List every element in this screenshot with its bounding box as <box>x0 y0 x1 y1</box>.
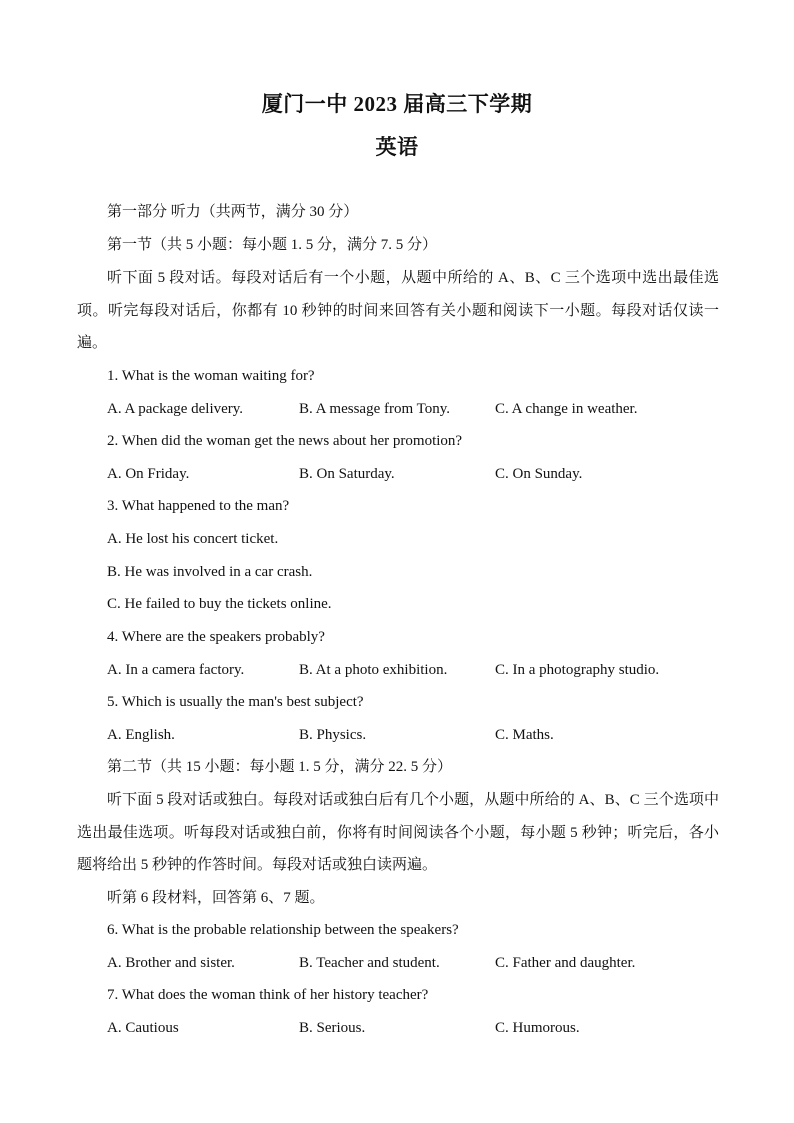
section1-instructions: 听下面 5 段对话。每段对话后有一个小题，从题中所给的 A、B、C 三个选项中选出最佳选项。听完每段对话后，你都有 10 秒钟的时间来回答有关小题和阅读下一小题。每段对话仅读一遍。 <box>77 270 719 352</box>
question-3-option-c: C. He failed to buy the tickets online. <box>107 596 332 612</box>
question-4-option-c: C. In a photography studio. <box>495 662 660 678</box>
question-5-option-a: A. English. <box>107 727 175 743</box>
question-2-option-b: B. On Saturday. <box>299 466 395 482</box>
question-5-option-b: B. Physics. <box>299 727 367 743</box>
question-7-option-c: C. Humorous. <box>495 1020 580 1036</box>
question-4-stem: 4. Where are the speakers probably? <box>107 629 325 645</box>
question-5-stem: 5. Which is usually the man's best subject? <box>107 694 364 710</box>
question-1-option-a: A. A package delivery. <box>107 401 244 417</box>
question-1-option-b: B. A message from Tony. <box>299 401 451 417</box>
material-note: 听第 6 段材料，回答第 6、7 题。 <box>107 890 325 906</box>
section2-heading: 第二节（共 15 小题：每小题 1. 5 分，满分 22. 5 分） <box>107 759 453 775</box>
question-7-option-a: A. Cautious <box>107 1020 179 1036</box>
section1-heading: 第一节（共 5 小题：每小题 1. 5 分，满分 7. 5 分） <box>107 237 438 253</box>
question-3-option-b: B. He was involved in a car crash. <box>107 564 313 580</box>
section2-instructions: 听下面 5 段对话或独白。每段对话或独白后有几个小题，从题中所给的 A、B、C 三个选项中选出最佳选项。听每段对话或独白前，你将有时间阅读各个小题，每小题 5 秒钟；听完后，各小题将给出 5 秒钟的作答时间。每段对话或独白读两遍。 <box>77 792 719 874</box>
question-5-option-c: C. Maths. <box>495 727 554 743</box>
question-6-option-b: B. Teacher and student. <box>299 955 440 971</box>
question-3-option-a: A. He lost his concert ticket. <box>107 531 279 547</box>
question-1-stem: 1. What is the woman waiting for? <box>107 368 315 384</box>
question-4-option-b: B. At a photo exhibition. <box>299 662 448 678</box>
question-6-option-c: C. Father and daughter. <box>495 955 636 971</box>
question-2-option-c: C. On Sunday. <box>495 466 583 482</box>
subject-title: 英语 <box>375 135 419 159</box>
question-2-option-a: A. On Friday. <box>107 466 190 482</box>
question-6-option-a: A. Brother and sister. <box>107 955 235 971</box>
question-6-stem: 6. What is the probable relationship between the speakers? <box>107 922 459 938</box>
question-4-option-a: A. In a camera factory. <box>107 662 245 678</box>
question-2-stem: 2. When did the woman get the news about her promotion? <box>107 433 463 449</box>
question-3-stem: 3. What happened to the man? <box>107 498 290 514</box>
question-7-option-b: B. Serious. <box>299 1020 366 1036</box>
question-1-option-c: C. A change in weather. <box>495 401 638 417</box>
part1-heading: 第一部分 听力（共两节，满分 30 分） <box>107 204 359 220</box>
exam-title: 厦门一中 2023 届高三下学期 <box>261 92 533 116</box>
question-7-stem: 7. What does the woman think of her history teacher? <box>107 987 429 1003</box>
